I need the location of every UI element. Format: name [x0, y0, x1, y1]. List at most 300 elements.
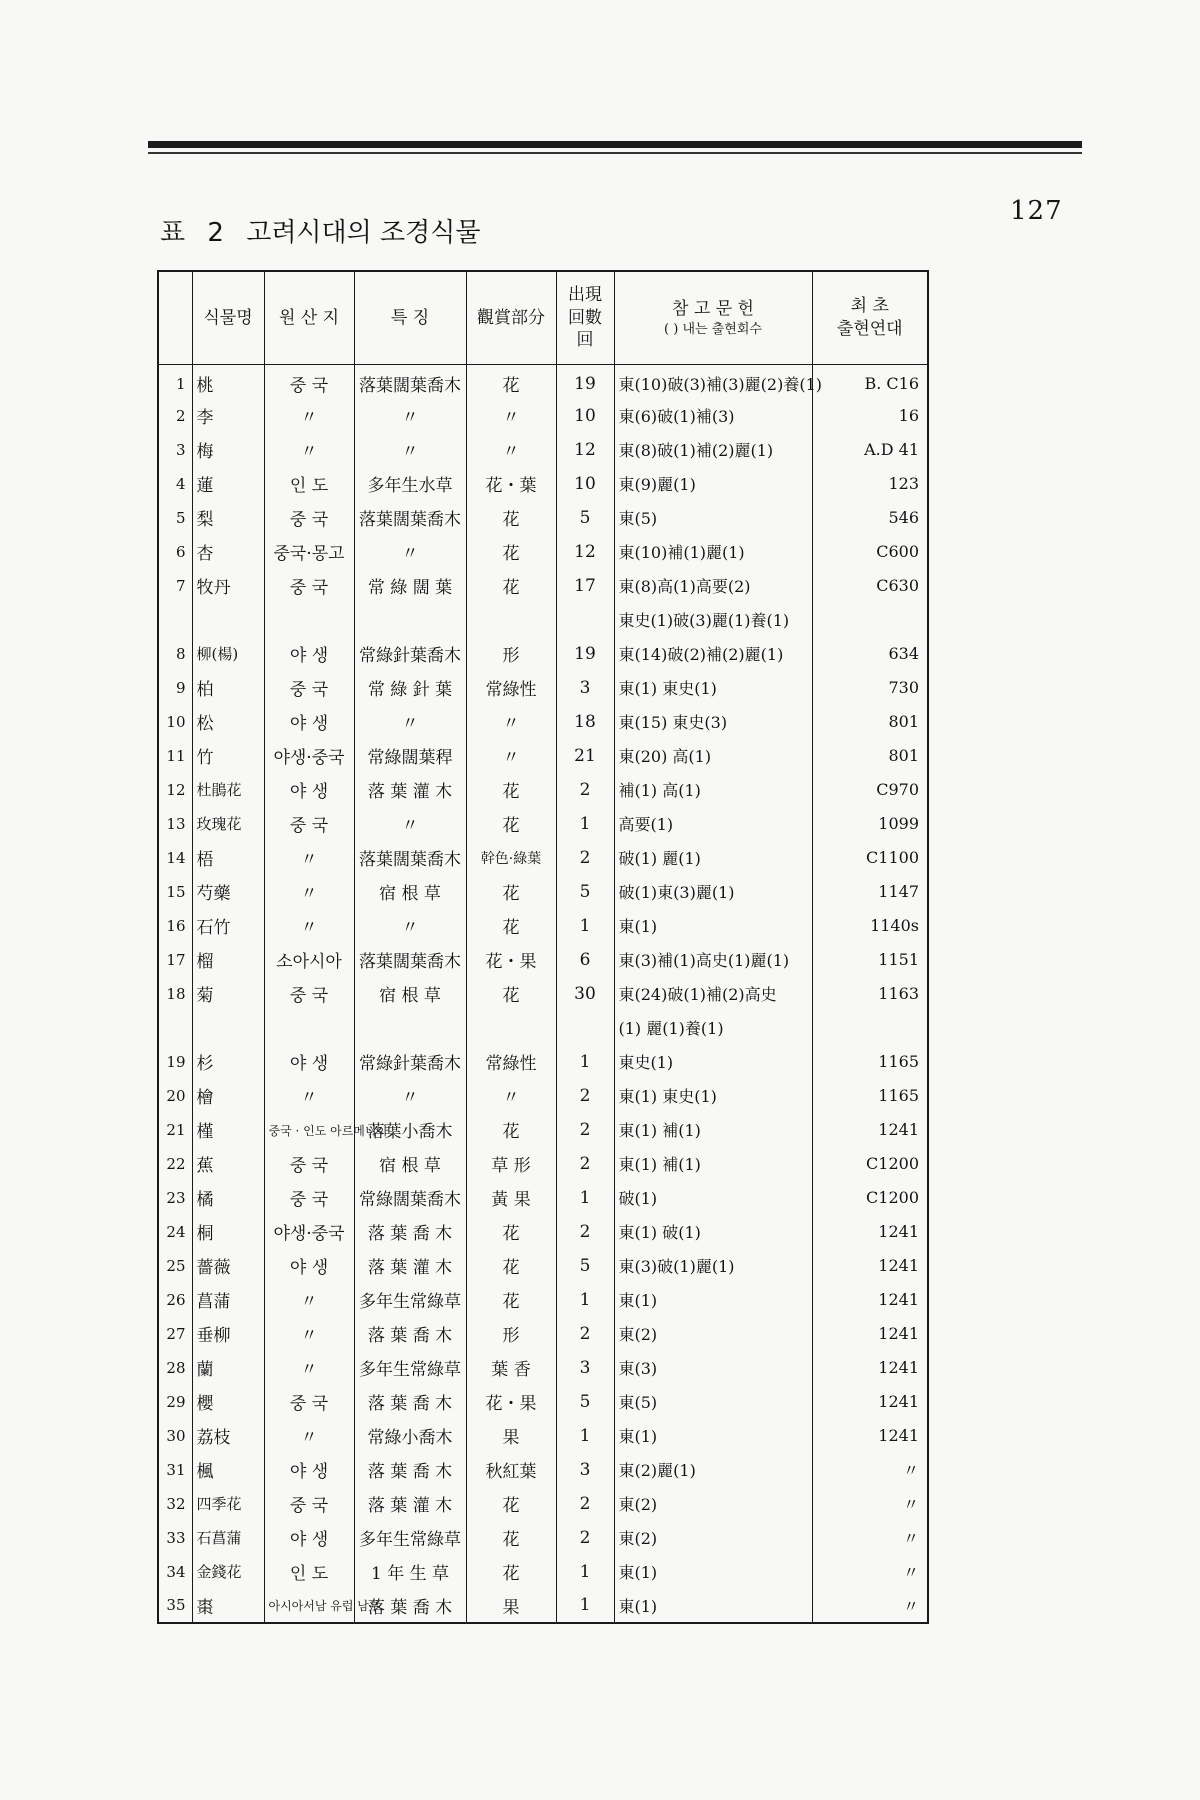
occurrence-count: 18: [574, 711, 596, 732]
plant-name: 荔枝: [196, 1428, 231, 1448]
plant-name-cell: [192, 1385, 264, 1419]
ornamental-part: 花: [502, 986, 520, 1006]
row-number: 6: [175, 542, 186, 561]
references: 東(8)破(1)補(2)麗(1): [618, 441, 774, 460]
ornamental-part-cell: [466, 1045, 556, 1079]
first-year-cell: [812, 365, 928, 399]
row-number: 10: [166, 712, 186, 731]
references: 東(1): [618, 1563, 658, 1582]
ornamental-part-cell: [466, 1283, 556, 1317]
ornamental-part: 花: [502, 1122, 520, 1142]
ornamental-part: 花: [502, 544, 520, 564]
occurrence-count-cell: [556, 467, 614, 501]
plant-name: 李: [196, 408, 214, 428]
caption-label: 표: [160, 218, 186, 248]
header-ref-line2: ( ) 내는 출현회수: [664, 321, 762, 337]
top-rule-thin: [148, 152, 1082, 154]
occurrence-count: 17: [574, 575, 596, 596]
occurrence-count: 3: [579, 1357, 591, 1378]
row-number-cell: [158, 909, 192, 943]
references: 東(3)補(1)高史(1)麗(1): [618, 951, 790, 970]
first-year-cell: [812, 433, 928, 467]
first-year-cell: [812, 569, 928, 603]
ornamental-part: 秋紅葉: [485, 1462, 537, 1482]
origin-cell: [264, 807, 354, 841]
plant-name: 石菖蒲: [196, 1529, 242, 1547]
row-number: 23: [166, 1188, 186, 1207]
ornamental-part: 果: [502, 1597, 520, 1618]
occurrence-count: 2: [579, 847, 591, 868]
header-year: [812, 271, 928, 365]
table-row: [158, 1079, 928, 1113]
feature: 常綠針葉喬木: [359, 646, 461, 666]
table-row: [158, 1283, 928, 1317]
references-cell: [614, 637, 812, 671]
references: 東(8)高(1)高要(2): [618, 577, 751, 596]
occurrence-count-cell: [556, 1589, 614, 1623]
first-year: 1241: [878, 1324, 919, 1343]
occurrence-count-cell: [556, 637, 614, 671]
first-year: 16: [898, 406, 919, 425]
table-row: [158, 569, 928, 603]
row-number: 25: [166, 1256, 186, 1275]
row-number: 2: [175, 406, 186, 425]
row-number-cell: [158, 1215, 192, 1249]
table-row: [158, 909, 928, 943]
plant-name-cell: [192, 1283, 264, 1317]
first-year-cell: [812, 1351, 928, 1385]
plant-name-cell: [192, 1521, 264, 1555]
ornamental-part: 花: [502, 376, 520, 397]
feature: 宿 根 草: [379, 884, 441, 904]
occurrence-count-cell: [556, 1521, 614, 1555]
occurrence-count-cell: [556, 1555, 614, 1589]
plant-name-cell: [192, 467, 264, 501]
row-number-cell: [158, 603, 192, 637]
plant-name-cell: [192, 535, 264, 569]
table-row: [158, 671, 928, 705]
feature: 落葉闊葉喬木: [359, 952, 461, 972]
plant-name: 榴: [196, 952, 214, 972]
first-year-cell: [812, 1453, 928, 1487]
header-count-line3: 回: [576, 330, 594, 351]
header-ref: [614, 271, 812, 365]
plant-name-cell: [192, 1147, 264, 1181]
feature-cell: [354, 433, 466, 467]
plant-name-cell: [192, 399, 264, 433]
origin: 중 국: [289, 578, 329, 598]
first-year-cell: [812, 603, 928, 637]
plant-name-cell: [192, 943, 264, 977]
table-row: [158, 739, 928, 773]
plant-name: 薔薇: [196, 1258, 231, 1278]
occurrence-count: 10: [574, 405, 596, 426]
origin: 야 생: [289, 646, 329, 666]
ornamental-part: 形: [502, 1326, 520, 1346]
first-year: 〃: [902, 1461, 919, 1480]
feature-cell: [354, 1147, 466, 1181]
origin-cell: [264, 841, 354, 875]
feature-cell: [354, 365, 466, 399]
ornamental-part-cell: [466, 841, 556, 875]
references: 高要(1): [618, 815, 674, 834]
origin-cell: [264, 433, 354, 467]
feature-cell: [354, 1589, 466, 1623]
ornamental-part-cell: [466, 1011, 556, 1045]
row-number: 5: [175, 508, 186, 527]
origin: 〃: [300, 1326, 318, 1346]
origin-cell: [264, 1351, 354, 1385]
origin-cell: [264, 977, 354, 1011]
references-cell: [614, 705, 812, 739]
references: 東(20) 高(1): [618, 747, 712, 766]
table-row: [158, 943, 928, 977]
feature: 〃: [401, 442, 419, 462]
occurrence-count-cell: [556, 1453, 614, 1487]
origin: 〃: [300, 1292, 318, 1312]
feature: 落 葉 喬 木: [367, 1394, 453, 1414]
origin: 인 도: [289, 476, 329, 496]
header-name: 식물명: [192, 271, 264, 365]
first-year-cell: [812, 1215, 928, 1249]
plant-name-cell: [192, 1589, 264, 1623]
occurrence-count: 19: [574, 373, 596, 394]
row-number: 20: [166, 1086, 186, 1105]
references-cell: [614, 1351, 812, 1385]
ornamental-part: 黃 果: [491, 1190, 531, 1210]
feature: 多年生常綠草: [359, 1530, 461, 1550]
first-year: C1200: [866, 1188, 919, 1207]
row-number-cell: [158, 569, 192, 603]
origin-cell: [264, 1079, 354, 1113]
ornamental-part-cell: [466, 1079, 556, 1113]
references-cell: [614, 1589, 812, 1623]
first-year: 1241: [878, 1392, 919, 1411]
origin: 중 국: [289, 1394, 329, 1414]
row-number-cell: [158, 1317, 192, 1351]
references: 東(1) 補(1): [618, 1121, 701, 1140]
row-number-cell: [158, 1079, 192, 1113]
occurrence-count: 5: [579, 507, 591, 528]
row-number-cell: [158, 1521, 192, 1555]
origin: 〃: [300, 884, 318, 904]
origin-cell: [264, 1453, 354, 1487]
feature-cell: [354, 977, 466, 1011]
plant-name-cell: [192, 773, 264, 807]
references-cell: [614, 433, 812, 467]
references-cell: [614, 603, 812, 637]
row-number: 4: [175, 474, 186, 493]
plant-name: 蘭: [196, 1360, 214, 1380]
plant-name: 檜: [196, 1088, 214, 1108]
ornamental-part: 形: [502, 646, 520, 666]
occurrence-count: 1: [579, 1187, 591, 1208]
origin-cell: [264, 1113, 389, 1147]
occurrence-count-cell: [556, 569, 614, 603]
ornamental-part-cell: [466, 603, 556, 637]
ornamental-part: 〃: [502, 714, 520, 734]
occurrence-count: 2: [579, 1221, 591, 1242]
references: 東(24)破(1)補(2)高史: [618, 985, 777, 1004]
plant-name-cell: [192, 841, 264, 875]
ornamental-part-cell: [466, 365, 556, 399]
ornamental-part: 花: [502, 918, 520, 938]
ornamental-part: 幹色·綠葉: [480, 850, 542, 867]
plant-name-cell: [192, 1181, 264, 1215]
row-number: 3: [175, 440, 186, 459]
references: 東(15) 東史(3): [618, 713, 728, 732]
feature: 常綠闊葉稈: [367, 748, 453, 768]
origin-cell: [264, 1147, 354, 1181]
plant-name: 櫻: [196, 1394, 214, 1414]
occurrence-count-cell: [556, 977, 614, 1011]
origin: 〃: [300, 850, 318, 870]
occurrence-count: 2: [579, 1153, 591, 1174]
feature: 落 葉 灌 木: [367, 1258, 453, 1278]
origin-cell: [264, 1283, 354, 1317]
table-row: [158, 1181, 928, 1215]
table-caption: [160, 212, 481, 249]
row-number-cell: [158, 467, 192, 501]
first-year: 1241: [878, 1426, 919, 1445]
feature-cell: [354, 1045, 466, 1079]
origin: 중국·몽고: [273, 544, 345, 564]
table-row: [158, 1555, 928, 1589]
origin: 야 생: [289, 714, 329, 734]
origin: 중국 · 인도 아르메니아: [268, 1123, 389, 1138]
references-cell: [614, 1385, 812, 1419]
row-number-cell: [158, 1181, 192, 1215]
feature: 落 葉 喬 木: [367, 1462, 453, 1482]
feature: 落 葉 喬 木: [367, 1597, 453, 1618]
feature-cell: [354, 1555, 466, 1589]
feature-cell: [354, 399, 466, 433]
references-cell: [614, 977, 812, 1011]
references: 破(1) 麗(1): [618, 849, 701, 868]
origin: 야 생: [289, 782, 329, 802]
first-year: 1165: [878, 1086, 919, 1105]
origin: 중 국: [289, 680, 329, 700]
origin: 〃: [300, 1428, 318, 1448]
table-row: [158, 1317, 928, 1351]
plant-name: 垂柳: [196, 1326, 231, 1346]
first-year-cell: [812, 909, 928, 943]
references-cell: [614, 1079, 812, 1113]
references-cell: [614, 1487, 812, 1521]
ornamental-part: 花: [502, 884, 520, 904]
table-row: [158, 807, 928, 841]
occurrence-count-cell: [556, 1283, 614, 1317]
first-year-cell: [812, 1249, 928, 1283]
row-number: 1: [175, 374, 186, 393]
ornamental-part: 花: [502, 1530, 520, 1550]
feature: 常綠闊葉喬木: [359, 1190, 461, 1210]
first-year-cell: [812, 705, 928, 739]
references-cell: [614, 1181, 812, 1215]
origin-cell: [264, 1385, 354, 1419]
plant-name: 梅: [196, 442, 214, 462]
references: 東(1) 破(1): [618, 1223, 701, 1242]
references: 東(2): [618, 1325, 658, 1344]
occurrence-count: 3: [579, 677, 591, 698]
row-number-cell: [158, 977, 192, 1011]
feature: 多年生常綠草: [359, 1292, 461, 1312]
references: 東(1) 東史(1): [618, 679, 717, 698]
occurrence-count: 1: [579, 1425, 591, 1446]
plant-name-cell: [192, 365, 264, 399]
occurrence-count-cell: [556, 841, 614, 875]
feature-cell: [354, 841, 466, 875]
ornamental-part-cell: [466, 671, 556, 705]
origin-cell: [264, 1181, 354, 1215]
occurrence-count-cell: [556, 875, 614, 909]
row-number: 26: [166, 1290, 186, 1309]
table-body: [158, 365, 928, 1623]
first-year: 546: [888, 508, 919, 527]
occurrence-count-cell: [556, 671, 614, 705]
references: 東(1) 補(1): [618, 1155, 701, 1174]
ornamental-part-cell: [466, 1419, 556, 1453]
origin-cell: [264, 1249, 354, 1283]
references: 東(3)破(1)麗(1): [618, 1257, 735, 1276]
ornamental-part-cell: [466, 1317, 556, 1351]
caption-number: 2: [207, 218, 224, 248]
feature: 落葉闊葉喬木: [359, 376, 461, 397]
references-cell: [614, 365, 823, 399]
plant-name: 梧: [196, 850, 214, 870]
row-number: 9: [175, 678, 186, 697]
caption-title: 고려시대의 조경식물: [246, 218, 481, 248]
feature: 宿 根 草: [379, 986, 441, 1006]
origin-cell: [264, 569, 354, 603]
row-number-cell: [158, 1419, 192, 1453]
plant-name-cell: [192, 433, 264, 467]
first-year-cell: [812, 501, 928, 535]
origin-cell: [264, 535, 354, 569]
plant-name: 楓: [196, 1462, 214, 1482]
plant-name-cell: [192, 501, 264, 535]
first-year: 〃: [902, 1563, 919, 1582]
ornamental-part: 花: [502, 510, 520, 530]
table-row: [158, 875, 928, 909]
occurrence-count-cell: [556, 943, 614, 977]
page-number: 127: [1010, 196, 1063, 226]
occurrence-count-cell: [556, 909, 614, 943]
plant-name-cell: [192, 1317, 264, 1351]
first-year: A.D 41: [864, 440, 919, 459]
occurrence-count: 2: [579, 1323, 591, 1344]
row-number: 14: [166, 848, 186, 867]
feature: 常 綠 針 葉: [367, 680, 453, 700]
table-row: [158, 1215, 928, 1249]
ornamental-part: 〃: [502, 442, 520, 462]
occurrence-count-cell: [556, 705, 614, 739]
feature: 常綠針葉喬木: [359, 1054, 461, 1074]
table-row: [158, 433, 928, 467]
origin-cell: [264, 1011, 354, 1045]
plant-name: 松: [196, 714, 214, 734]
header-count-line1: 出現: [568, 284, 602, 305]
references-cell: [614, 875, 812, 909]
occurrence-count: 1: [579, 1595, 591, 1615]
first-year: 1140s: [870, 916, 919, 935]
occurrence-count: 1: [579, 1561, 591, 1582]
origin-cell: [264, 603, 354, 637]
ornamental-part: 花: [502, 1258, 520, 1278]
plant-name-cell: [192, 739, 264, 773]
origin: 〃: [300, 442, 318, 462]
header-no: [158, 271, 192, 365]
first-year-cell: [812, 841, 928, 875]
row-number-cell: [158, 1453, 192, 1487]
feature-cell: [354, 909, 466, 943]
first-year-cell: [812, 1079, 928, 1113]
references: 東(10)補(1)麗(1): [618, 543, 745, 562]
row-number: 31: [166, 1460, 186, 1479]
origin-cell: [264, 1487, 354, 1521]
feature: 落 葉 灌 木: [367, 782, 453, 802]
occurrence-count-cell: [556, 1147, 614, 1181]
ornamental-part: 常綠性: [485, 1054, 537, 1074]
plant-name: 棗: [196, 1597, 214, 1618]
first-year-cell: [812, 1147, 928, 1181]
origin: 아시아서남 유럽 남부: [268, 1599, 381, 1613]
origin: 인 도: [289, 1564, 329, 1584]
row-number-cell: [158, 1589, 192, 1623]
references: 東(10)破(3)補(3)麗(2)養(1): [618, 375, 823, 395]
first-year: 801: [888, 746, 919, 765]
first-year-cell: [812, 1487, 928, 1521]
plant-name: 杜鵑花: [196, 781, 242, 799]
ornamental-part-cell: [466, 1351, 556, 1385]
row-number-cell: [158, 807, 192, 841]
row-number-cell: [158, 671, 192, 705]
occurrence-count-cell: [556, 807, 614, 841]
feature-cell: [354, 1385, 466, 1419]
occurrence-count: 21: [574, 745, 596, 766]
references: 補(1) 高(1): [618, 781, 701, 800]
feature-cell: [354, 705, 466, 739]
ornamental-part: 花: [502, 1224, 520, 1244]
header-year-line1: 최 초: [850, 296, 889, 317]
row-number-cell: [158, 1555, 192, 1589]
references-cell: [614, 1011, 812, 1045]
feature-cell: [354, 637, 466, 671]
header-origin: 원 산 지: [264, 271, 354, 365]
references-cell: [614, 671, 812, 705]
row-number-cell: [158, 433, 192, 467]
row-number-cell: [158, 535, 192, 569]
row-number-cell: [158, 705, 192, 739]
row-number: 17: [166, 950, 186, 969]
references: 東(1): [618, 1427, 658, 1446]
ornamental-part-cell: [466, 1113, 556, 1147]
origin-cell: [264, 1555, 354, 1589]
references-cell: [614, 1249, 812, 1283]
row-number: 13: [166, 814, 186, 833]
ornamental-part-cell: [466, 1215, 556, 1249]
table-row: [158, 1113, 928, 1147]
feature: 落 葉 喬 木: [367, 1224, 453, 1244]
plant-name-cell: [192, 1045, 264, 1079]
origin: 중 국: [289, 816, 329, 836]
occurrence-count: 1: [579, 1289, 591, 1310]
plant-name: 芍藥: [196, 884, 231, 904]
references-cell: [614, 1317, 812, 1351]
plant-name-cell: [192, 1453, 264, 1487]
ornamental-part: 草 形: [491, 1156, 531, 1176]
feature: 落葉小喬木: [367, 1122, 453, 1142]
